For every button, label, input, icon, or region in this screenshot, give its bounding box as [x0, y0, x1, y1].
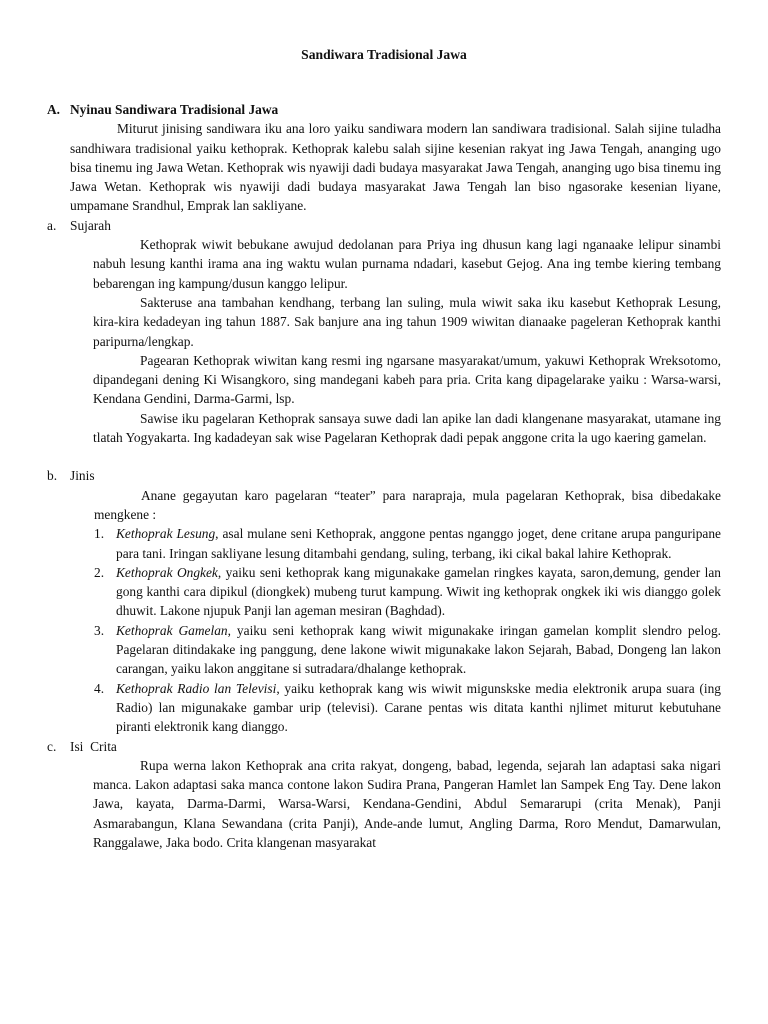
- subsection-c-title: Isi Crita: [70, 738, 117, 754]
- subsection-b-heading: [47, 466, 721, 485]
- list-item-number: 2.: [94, 564, 105, 580]
- subsection-c-marker: c.: [47, 738, 57, 754]
- list-item-text: , yaiku seni kethoprak kang migunakake gamelan ringkes kayata, saron,demung, gender lan gong kanthi cara dipikul (diongkek) mubeng turut kampung. Wiwit ing kethoprak ongkek iki wis dianggo golek dhuwit. Lakone njupuk Panji lan ageman mesiran (Baghdad).: [116, 564, 721, 619]
- list-item-number: 1.: [94, 526, 105, 542]
- subsection-c-heading: [47, 737, 721, 756]
- subsection-a-heading: [47, 216, 721, 235]
- sujarah-paragraph: Pagearan Kethoprak wiwitan kang resmi ing ngarsane masyarakat/umum, yakuwi Kethoprak Wreksotomo, dipandegani dening Ki Wisangkoro, sing mandegani kabeh para pria. Crita kang dipagelarake yaiku : Warsa-warsi, Kendana Gendini, Darma-Garmi, lsp.: [93, 352, 721, 407]
- list-item-number: 4.: [94, 680, 105, 696]
- document-body: [47, 100, 721, 852]
- section-a-marker: A.: [47, 102, 61, 117]
- list-item-term: Kethoprak Gamelan: [116, 622, 228, 638]
- list-item: [47, 679, 721, 737]
- list-item-text: , yaiku kethoprak kang wis wiwit migunskske media elektronik arupa suara (ing Radio) lan migunakake gambar urip (televisi). Carane pentas wis ditata kanthi njlimet miturut kebutuhane piranti elektronik kang dianggo.: [116, 680, 721, 735]
- kethoprak-types-list: [47, 524, 721, 736]
- subsection-b-marker: b.: [47, 468, 58, 484]
- list-item-number: 3.: [94, 622, 105, 638]
- sujarah-paragraph: Sawise iku pagelaran Kethoprak sansaya suwe dadi lan apike lan dadi klangenane masyarakat, utamane ing tlatah Yogyakarta. Ing kadadeyan sak wise Pagelaran Kethoprak dadi pepak anggone crita la ugo kaering gamelan.: [93, 410, 721, 446]
- sujarah-paragraph: Sakteruse ana tambahan kendhang, terbang lan suling, mula wiwit saka iku kasebut Kethoprak Lesung, kira-kira kedadeyan ing tahun 1887. Sak banjure ana ing tahun 1909 wiwitan dianaake pageleran Kethoprak kanthi paripurna/lengkap.: [93, 294, 721, 349]
- list-item-term: Kethoprak Lesung: [116, 526, 216, 542]
- list-item-text: , asal mulane seni Kethoprak, anggone pentas nganggo joget, dene critane arupa panguripane para tani. Iringan sakliyane lesung ditambahi gendang, suling, terbang, iki cikal bakal lahire Kethoprak.: [116, 526, 721, 561]
- subsection-a-marker: a.: [47, 217, 57, 233]
- list-item: [47, 524, 721, 563]
- jinis-intro: Anane gegayutan karo pagelaran “teater” para narapraja, mula pagelaran Kethoprak, bisa dibedakake mengkene :: [94, 487, 721, 522]
- section-a-heading: [47, 100, 721, 119]
- section-a-title: Nyinau Sandiwara Tradisional Jawa: [70, 102, 279, 117]
- section-a-intro: Miturut jinising sandiwara iku ana loro yaiku sandiwara modern lan sandiwara tradisional. Salah sijine tuladha sandhiwara tradisional yaiku kethoprak. Kethoprak kalebu salah sijine kesenian rakyat ing Jawa Tengah, ananging ugo bisa tinemu ing Jawa Wetan. Kethoprak wis nyawiji dadi budaya masyarakat Jawa Tengah, ananging ugo bisa tinemu ing Jawa Wetan. Kethoprak wis nyawiji dadi budaya masyarakat Jawa Tengah lan biso ngasorake kesenian liyane, umpamane Srandhul, Emprak lan sakliyane.: [70, 121, 721, 214]
- subsection-b-title: Jinis: [70, 468, 95, 484]
- list-item: [47, 621, 721, 679]
- sujarah-paragraph: Kethoprak wiwit bebukane awujud dedolanan para Priya ing dhusun kang lagi nganaake lelipur sinambi nabuh lesung kanthi irama ana ing waktu wulan purnama ndadari, kasebut Gejog. Ana ing tembe kiering tembang bebarengan ing kampung/dusun kanggo lelipur.: [93, 237, 721, 291]
- list-item-term: Kethoprak Ongkek: [116, 564, 218, 580]
- subsection-a-title: Sujarah: [70, 217, 111, 233]
- list-item-term: Kethoprak Radio lan Televisi: [116, 680, 277, 696]
- document-title: Sandiwara Tradisional Jawa: [301, 47, 467, 62]
- list-item: [47, 563, 721, 621]
- isi-crita-paragraph: Rupa werna lakon Kethoprak ana crita rakyat, dongeng, babad, legenda, sejarah lan adaptasi saka nigari manca. Lakon adaptasi saka manca contone lakon Sudira Prana, Pangeran Hamlet lan Sampek Eng Tay. Dene lakon Jawa, kayata, Darma-Darmi, Warsa-Warsi, Kendana-Gendini, Abdul Semararupi (crita Menak), Panji Asmarabangun, Klana Sewandana (crita Panji), Ande-ande lumut, Angling Darma, Roro Mendut, Damarwulan, Ranggalawe, Jaka bodo. Crita klangenan masyarakat: [93, 757, 721, 850]
- list-item-text: , yaiku seni kethoprak kang wiwit migunakake iringan gamelan komplit slendro pelog. Pagelaran ditindakake ing panggung, dene lakone wiwit migunakake lakon Sejarah, Babad, Dongeng lan lakon carangan, yaiku lakon anggitane si sutradara/dhalange kethoprak.: [116, 622, 721, 677]
- paragraph-gap: [47, 447, 721, 466]
